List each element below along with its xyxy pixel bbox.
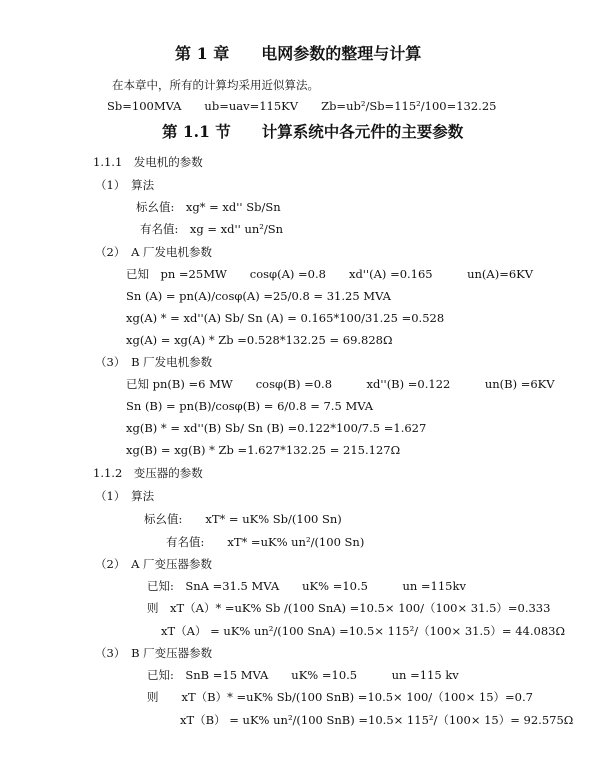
item-heading: （3） B 厂发电机参数 bbox=[95, 355, 213, 369]
item-heading: （2） A 厂变压器参数 bbox=[95, 557, 213, 571]
formula-line: 已知 pn =25MW cosφ(A) =0.8 xd''(A) =0.165 un(A)=6KV bbox=[126, 267, 534, 281]
formula-line: xT（B） = uK% un²/(100 SnB) =10.5× 115²/（100× 15）= 92.575Ω bbox=[180, 713, 574, 727]
formula-line: 有名值: xT* =uK% un²/(100 Sn) bbox=[166, 535, 365, 549]
formula-line: 有名值: xg = xd'' un²/Sn bbox=[140, 222, 284, 236]
formula-line: 已知: SnB =15 MVA uK% =10.5 un =115 kv bbox=[147, 668, 459, 682]
formula-line: 已知 pn(B) =6 MW cosφ(B) =0.8 xd''(B) =0.122 un(B) =6KV bbox=[126, 377, 555, 391]
base-values: Sb=100MVA ub=uav=115KV Zb=ub²/Sb=115²/100=132.25 bbox=[107, 99, 497, 113]
formula-line: 则 xT（A）* =uK% Sb /(100 SnA) =10.5× 100/（100× 31.5）=0.333 bbox=[147, 601, 551, 615]
formula-line: xg(B) * = xd''(B) Sb/ Sn (B) =0.122*100/7.5 =1.627 bbox=[126, 421, 427, 435]
subsection-heading-1-1-2: 1.1.2 变压器的参数 bbox=[93, 466, 203, 480]
item-heading: （3） B 厂变压器参数 bbox=[95, 646, 213, 660]
item-heading: （1） 算法 bbox=[95, 489, 155, 503]
formula-line: xT（A） = uK% un²/(100 SnA) =10.5× 115²/（100× 31.5）= 44.083Ω bbox=[161, 624, 565, 638]
section-title: 第 1.1 节 计算系统中各元件的主要参数 bbox=[162, 122, 464, 141]
subsection-heading-1-1-1: 1.1.1 发电机的参数 bbox=[93, 155, 203, 169]
formula-line: xg(A) = xg(A) * Zb =0.528*132.25 = 69.828Ω bbox=[126, 333, 393, 347]
formula-line: xg(A) * = xd''(A) Sb/ Sn (A) = 0.165*100/31.25 =0.528 bbox=[126, 311, 445, 325]
formula-line: Sn (B) = pn(B)/cosφ(B) = 6/0.8 = 7.5 MVA bbox=[126, 399, 374, 413]
formula-line: 标幺值: xT* = uK% Sb/(100 Sn) bbox=[144, 512, 342, 526]
chapter-title: 第 1 章 电网参数的整理与计算 bbox=[175, 44, 422, 63]
item-heading: （2） A 厂发电机参数 bbox=[95, 245, 213, 259]
formula-line: 则 xT（B）* =uK% Sb/(100 SnB) =10.5× 100/（100× 15）=0.7 bbox=[147, 690, 533, 704]
formula-line: xg(B) = xg(B) * Zb =1.627*132.25 = 215.127Ω bbox=[126, 443, 401, 457]
formula-line: 标幺值: xg* = xd'' Sb/Sn bbox=[136, 200, 281, 214]
formula-line: Sn (A) = pn(A)/cosφ(A) =25/0.8 = 31.25 MVA bbox=[126, 289, 391, 303]
formula-line: 已知: SnA =31.5 MVA uK% =10.5 un =115kv bbox=[147, 579, 466, 593]
item-heading: （1） 算法 bbox=[95, 178, 155, 192]
intro-text: 在本章中，所有的计算均采用近似算法。 bbox=[112, 78, 319, 92]
